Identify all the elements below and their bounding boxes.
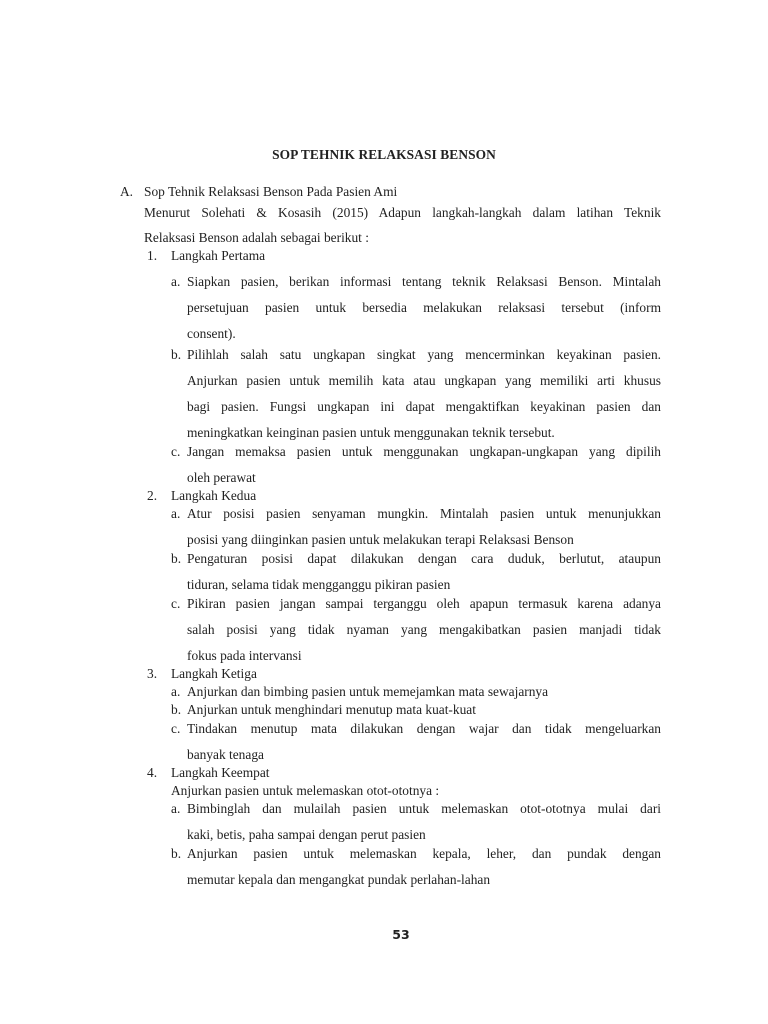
item-text-line: fokus pada intervansi xyxy=(187,648,302,663)
step-number: 4. xyxy=(147,765,158,780)
item-text-line: oleh perawat xyxy=(187,470,256,485)
item-text-line: meningkatkan keinginan pasien untuk menggunakan teknik tersebut. xyxy=(187,425,555,440)
item-text-line: Siapkan pasien, berikan informasi tentang teknik Relaksasi Benson. Mintalah xyxy=(187,274,661,289)
item-text-line: salah posisi yang tidak nyaman yang mengakibatkan pasien manjadi tidak xyxy=(187,622,661,637)
step-title: Langkah Ketiga xyxy=(171,666,257,681)
item-marker: a. xyxy=(171,274,181,289)
item-text-line: Jangan memaksa pasien untuk menggunakan ungkapan-ungkapan yang dipilih xyxy=(187,444,661,459)
item-marker: a. xyxy=(171,506,181,521)
item-marker: b. xyxy=(171,347,182,362)
item-text-line: kaki, betis, paha sampai dengan perut pasien xyxy=(187,827,426,842)
item-text-line: Pilihlah salah satu ungkapan singkat yang mencerminkan keyakinan pasien. xyxy=(187,347,661,362)
item-text-line: consent). xyxy=(187,326,236,341)
item-marker: a. xyxy=(171,801,181,816)
item-text-line: Anjurkan pasien untuk memilih kata atau ungkapan yang memiliki arti khusus xyxy=(187,373,661,388)
item-text-line: Anjurkan untuk menghindari menutup mata kuat-kuat xyxy=(187,702,476,717)
item-text-line: memutar kepala dan mengangkat pundak perlahan-lahan xyxy=(187,872,491,887)
step-title: Langkah Pertama xyxy=(171,248,266,263)
item-text-line: persetujuan pasien untuk bersedia melakukan relaksasi tersebut (inform xyxy=(187,300,661,315)
item-text-line: Anjurkan pasien untuk melemaskan kepala, leher, dan pundak dengan xyxy=(187,846,661,861)
item-text-line: banyak tenaga xyxy=(187,747,264,762)
section-intro-line: Relaksasi Benson adalah sebagai berikut : xyxy=(144,230,369,245)
step-number: 3. xyxy=(147,666,158,681)
item-text-line: tiduran, selama tidak mengganggu pikiran pasien xyxy=(187,577,451,592)
page-title: SOP TEHNIK RELAKSASI BENSON xyxy=(272,147,496,162)
item-text-line: posisi yang diinginkan pasien untuk melakukan terapi Relaksasi Benson xyxy=(187,532,574,547)
item-text-line: Pengaturan posisi dapat dilakukan dengan cara duduk, berlutut, ataupun xyxy=(187,551,661,566)
item-text-line: Bimbinglah dan mulailah pasien untuk melemaskan otot-ototnya mulai dari xyxy=(187,801,661,816)
item-text-line: bagi pasien. Fungsi ungkapan ini dapat mengaktifkan keyakinan pasien dan xyxy=(187,399,661,414)
step-title: Langkah Kedua xyxy=(171,488,257,503)
item-marker: c. xyxy=(171,596,181,611)
step-number: 1. xyxy=(147,248,158,263)
item-marker: b. xyxy=(171,702,182,717)
step-number: 2. xyxy=(147,488,158,503)
item-marker: b. xyxy=(171,846,182,861)
section-marker: A. xyxy=(120,184,134,199)
item-marker: b. xyxy=(171,551,182,566)
step-intro: Anjurkan pasien untuk melemaskan otot-ototnya : xyxy=(171,783,440,798)
item-marker: a. xyxy=(171,684,181,699)
item-marker: c. xyxy=(171,721,181,736)
section-heading: Sop Tehnik Relaksasi Benson Pada Pasien Ami xyxy=(144,184,398,199)
section-intro-line: Menurut Solehati & Kosasih (2015) Adapun langkah-langkah dalam latihan Teknik xyxy=(144,205,661,220)
item-marker: c. xyxy=(171,444,181,459)
item-text-line: Pikiran pasien jangan sampai terganggu oleh apapun termasuk karena adanya xyxy=(187,596,661,611)
step-title: Langkah Keempat xyxy=(171,765,270,780)
item-text-line: Tindakan menutup mata dilakukan dengan wajar dan tidak mengeluarkan xyxy=(187,721,661,736)
page-number: 53 xyxy=(392,927,410,942)
item-text-line: Anjurkan dan bimbing pasien untuk memejamkan mata sewajarnya xyxy=(187,684,549,699)
item-text-line: Atur posisi pasien senyaman mungkin. Mintalah pasien untuk menunjukkan xyxy=(187,506,661,521)
